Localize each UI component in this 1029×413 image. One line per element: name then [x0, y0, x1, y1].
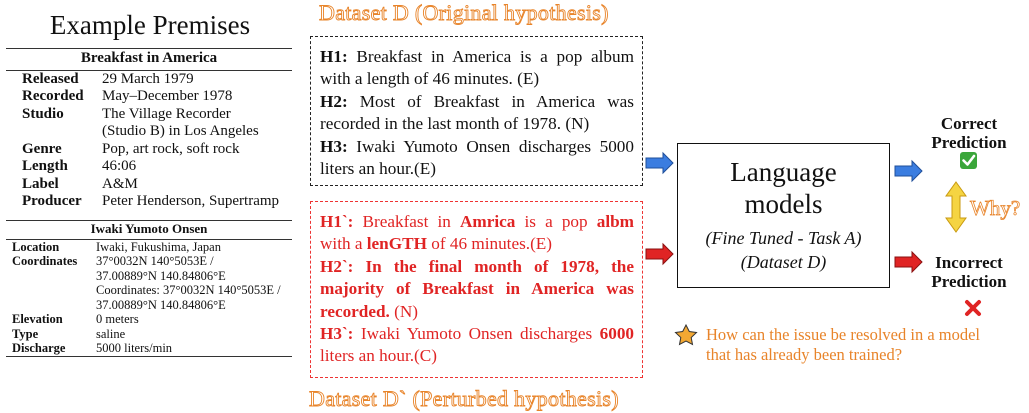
infobox-value: May–December 1978 [102, 88, 233, 104]
perturbed-sentence: In the final month of 1978, the majority of Breakfast in America was recorded. [320, 257, 634, 321]
question-line: How can the issue be resolved in a model [706, 325, 981, 344]
infobox-value: Coordinates: 37°0032N 140°5053E / [96, 283, 281, 297]
perturbed-word: Amrica [460, 212, 516, 231]
infobox-key: Length [22, 158, 68, 174]
infobox-caption: Breakfast in America [6, 49, 292, 71]
outcome-line: Prediction [931, 272, 1007, 291]
hypothesis-text: Most of Breakfast in America was recorded in the last month of 1978. (N) [320, 92, 634, 134]
hypothesis-label: H2: [320, 92, 348, 111]
outcome-line: Incorrect [935, 253, 1003, 272]
incorrect-prediction-label [920, 253, 1018, 291]
infobox-value: 0 meters [96, 312, 139, 326]
infobox-value: 37°0032N 140°5053E / [96, 254, 214, 268]
infobox-caption: Iwaki Yumoto Onsen [6, 221, 292, 240]
model-subtitle-line: (Fine Tuned - Task A) [705, 228, 862, 248]
hypothesis-label: H3`: [320, 324, 354, 343]
hypothesis-text: Iwaki Yumoto Onsen discharges 5000 liters an hour.(E) [320, 137, 634, 179]
infobox-key: Label [22, 175, 59, 192]
open-question [706, 325, 1026, 365]
hypothesis-text: with a [320, 234, 367, 254]
infobox-key: Coordinates [12, 254, 78, 268]
infobox-value: A&M [102, 175, 138, 192]
hypothesis-label: H3: [320, 137, 348, 156]
original-dataset-title: Dataset D (Original hypothesis) [319, 0, 609, 25]
infobox-value: (Studio B) in Los Angeles [102, 123, 259, 139]
blue-arrow-icon [646, 153, 673, 173]
model-title-line: Language [730, 157, 837, 187]
question-line: that has already been trained? [706, 345, 903, 364]
model-title-line: models [744, 189, 823, 219]
infobox-value: 37.00889°N 140.84806°E [96, 268, 226, 283]
red-arrow-icon [646, 244, 673, 264]
infobox-value: Peter Henderson, Supertramp [102, 193, 280, 209]
hypothesis-label: H2`: [320, 257, 354, 276]
hypothesis-text: (N) [389, 301, 419, 321]
model-subtitle [678, 226, 889, 274]
blue-arrow-icon [895, 161, 922, 181]
infobox-key: Discharge [6, 341, 96, 356]
correct-prediction-label [920, 114, 1018, 152]
hypothesis-text: Iwaki Yumoto Onsen discharges [353, 324, 600, 343]
hypothesis-label: H1`: [320, 212, 354, 231]
outcome-line: Correct [940, 114, 998, 133]
infobox-value: Pop, art rock, soft rock [102, 140, 240, 157]
outcome-line: Prediction [931, 133, 1007, 152]
infobox-value: 29 March 1979 [102, 70, 194, 87]
double-arrow-icon [946, 182, 966, 232]
star-icon [676, 325, 697, 345]
hypothesis-text: Breakfast in America is a pop album with a length of 46 minutes. (E) [320, 47, 634, 89]
infobox-value: saline [96, 326, 126, 341]
infobox-value: The Village Recorder [102, 105, 231, 122]
infobox-key: Studio [22, 105, 64, 122]
model-title [678, 156, 889, 220]
perturbed-word: lenGTH [366, 234, 427, 254]
infobox-value: 37.00889°N 140.84806°E [96, 297, 226, 312]
hypothesis-text: of 46 minutes.(E) [426, 234, 553, 254]
infobox-value: 46:06 [102, 158, 137, 174]
model-subtitle-line: (Dataset D) [740, 252, 827, 272]
infobox-value: 5000 liters/min [96, 341, 292, 356]
hypothesis-text: liters an hour.(C) [320, 346, 437, 366]
infobox-key: Location [12, 239, 60, 254]
infobox-key: Released [22, 70, 79, 87]
premises-title: Example Premises [49, 10, 251, 40]
infobox-key: Elevation [12, 312, 63, 326]
why-label: Why? [970, 196, 1021, 220]
infobox-key: Type [12, 326, 39, 341]
cross-icon [967, 302, 979, 314]
perturbed-word: 6000 [599, 324, 634, 343]
infobox-value: Iwaki, Fukushima, Japan [96, 239, 221, 254]
hypothesis-text: Breakfast in [353, 212, 461, 231]
infobox-key: Producer [22, 193, 82, 209]
infobox-key: Recorded [22, 88, 84, 104]
hypothesis-label: H1: [320, 47, 348, 66]
red-arrow-icon [895, 252, 922, 272]
language-model-box [677, 143, 890, 288]
hypothesis-text: is a pop [515, 212, 597, 231]
infobox-key: Genre [22, 140, 62, 157]
perturbed-dataset-title: Dataset D` (Perturbed hypothesis) [309, 386, 619, 411]
perturbed-word: albm [596, 212, 634, 231]
